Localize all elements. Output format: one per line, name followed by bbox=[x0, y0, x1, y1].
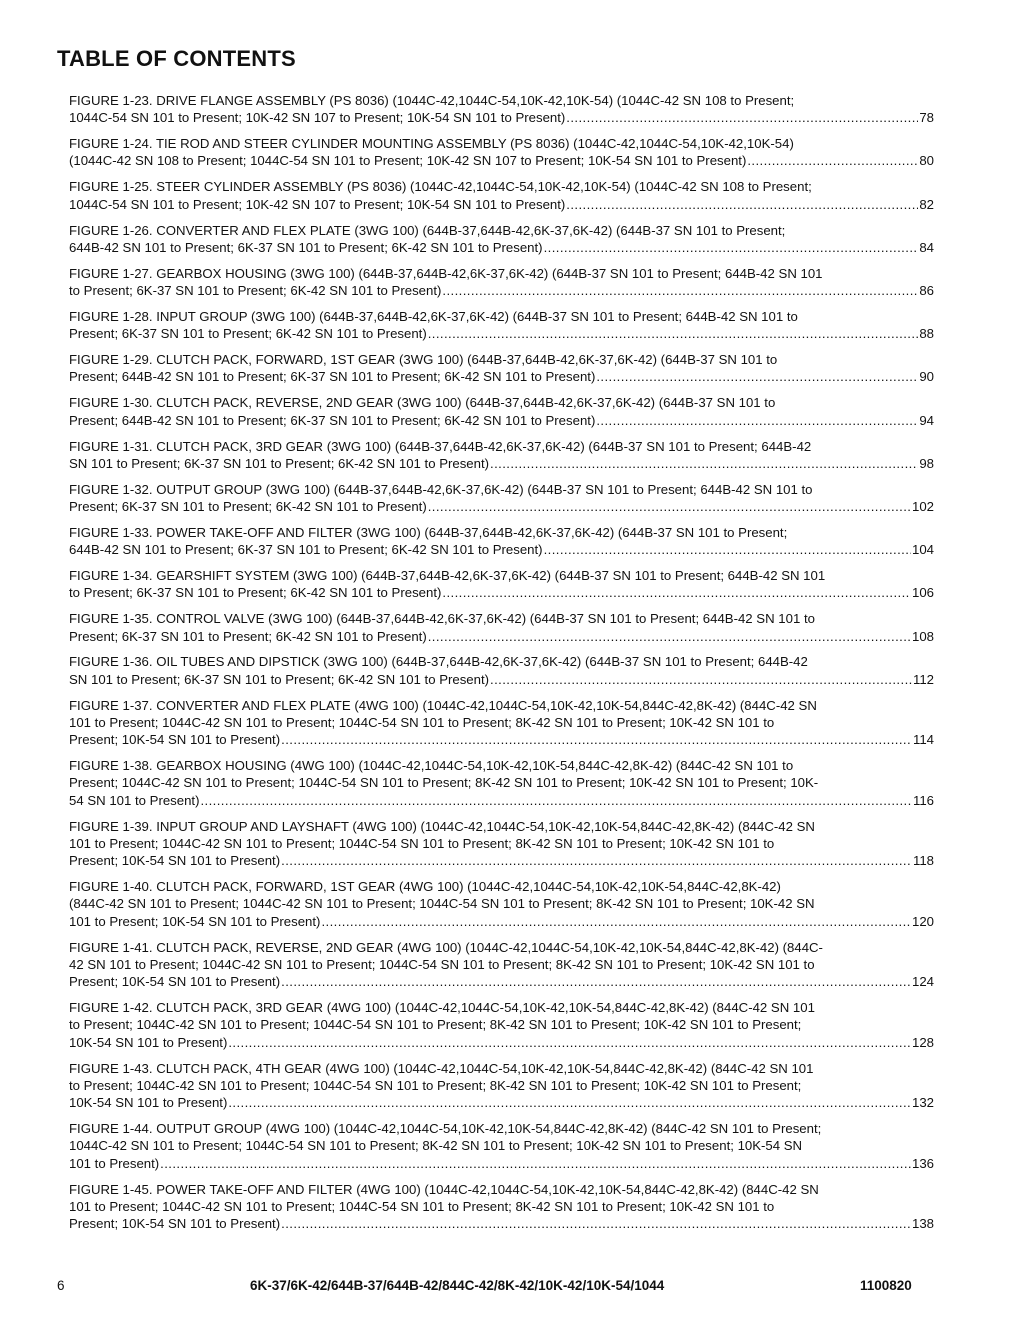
toc-entry-line: Present; 1044C-42 SN 101 to Present; 1044C-54 SN 101 to Present; 8K-42 SN 101 to Present; 10K-42 SN 101 to Present; 10K- bbox=[69, 775, 819, 791]
toc-entry-last-line bbox=[69, 584, 934, 601]
toc-entry-line: FIGURE 1-24. TIE ROD AND STEER CYLINDER MOUNTING ASSEMBLY (PS 8036) (1044C-42,1044C-54,10K-42,10K-54) bbox=[69, 136, 794, 152]
toc-entry-line: FIGURE 1-39. INPUT GROUP AND LAYSHAFT (4WG 100) (1044C-42,1044C-54,10K-42,10K-54,844C-42,8K-42) (844C-42 SN bbox=[69, 818, 815, 834]
toc-entry[interactable] bbox=[69, 222, 934, 257]
toc-entry-line: FIGURE 1-29. CLUTCH PACK, FORWARD, 1ST GEAR (3WG 100) (644B-37,644B-42,6K-37,6K-42) (644B-37 SN 101 to bbox=[69, 352, 778, 368]
toc-entry[interactable] bbox=[69, 610, 934, 645]
toc-entry-line: Present; 10K-54 SN 101 to Present) bbox=[69, 732, 281, 748]
toc-entry-line: 1044C-54 SN 101 to Present; 10K-42 SN 107 to Present; 10K-54 SN 101 to Present) bbox=[69, 110, 566, 126]
toc-entry-line: 101 to Present) bbox=[69, 1155, 160, 1171]
toc-entry-line: FIGURE 1-25. STEER CYLINDER ASSEMBLY (PS 8036) (1044C-42,1044C-54,10K-42,10K-54) (1044C-42 SN 108 to Present; bbox=[69, 179, 812, 195]
toc-entry-line: FIGURE 1-42. CLUTCH PACK, 3RD GEAR (4WG 100) (1044C-42,1044C-54,10K-42,10K-54,844C-42,8K-42) (844C-42 SN 101 bbox=[69, 1000, 815, 1016]
toc-entry-last-line bbox=[69, 1034, 934, 1051]
toc-entry-line: to Present; 1044C-42 SN 101 to Present; 1044C-54 SN 101 to Present; 8K-42 SN 101 to Present; 10K-42 SN 101 to Present; bbox=[69, 1017, 802, 1033]
dot-leader bbox=[428, 325, 919, 342]
dot-leader bbox=[596, 412, 918, 429]
toc-entry-line: 101 to Present; 10K-54 SN 101 to Present) bbox=[69, 913, 321, 929]
toc-entry-last-line bbox=[69, 109, 934, 126]
toc-entry[interactable] bbox=[69, 999, 934, 1051]
toc-entry-line: FIGURE 1-34. GEARSHIFT SYSTEM (3WG 100) (644B-37,644B-42,6K-37,6K-42) (644B-37 SN 101 to Present; 644B-42 SN 101 bbox=[69, 568, 826, 584]
dot-leader bbox=[281, 731, 912, 748]
toc-entry[interactable] bbox=[69, 351, 934, 386]
footer-doc-number: 1100820 bbox=[860, 1278, 912, 1293]
toc-entry-line: FIGURE 1-35. CONTROL VALVE (3WG 100) (644B-37,644B-42,6K-37,6K-42) (644B-37 SN 101 to Present; 644B-42 SN 101 to bbox=[69, 611, 815, 627]
toc-entry-line: FIGURE 1-28. INPUT GROUP (3WG 100) (644B-37,644B-42,6K-37,6K-42) (644B-37 SN 101 to Present; 644B-42 SN 101 to bbox=[69, 308, 798, 324]
dot-leader bbox=[596, 368, 918, 385]
toc-list bbox=[69, 92, 934, 1241]
toc-page-number[interactable]: 84 bbox=[919, 239, 934, 255]
toc-page-number[interactable]: 112 bbox=[912, 671, 934, 687]
toc-entry-line: Present; 10K-54 SN 101 to Present) bbox=[69, 974, 281, 990]
toc-page-number[interactable]: 86 bbox=[919, 283, 934, 299]
dot-leader bbox=[566, 196, 918, 213]
toc-entry[interactable] bbox=[69, 394, 934, 429]
toc-entry-line: FIGURE 1-26. CONVERTER AND FLEX PLATE (3WG 100) (644B-37,644B-42,6K-37,6K-42) (644B-37 SN 101 to Present; bbox=[69, 222, 786, 238]
toc-entry-line: FIGURE 1-27. GEARBOX HOUSING (3WG 100) (644B-37,644B-42,6K-37,6K-42) (644B-37 SN 101 to Present; 644B-42 SN 101 bbox=[69, 265, 823, 281]
toc-page-number[interactable]: 116 bbox=[912, 792, 934, 808]
toc-entry-line: 54 SN 101 to Present) bbox=[69, 792, 200, 808]
toc-entry-line: Present; 10K-54 SN 101 to Present) bbox=[69, 853, 281, 869]
dot-leader bbox=[747, 152, 918, 169]
toc-page-number[interactable]: 98 bbox=[919, 455, 934, 471]
toc-page-number[interactable]: 82 bbox=[919, 196, 934, 212]
toc-entry-line: to Present; 1044C-42 SN 101 to Present; 1044C-54 SN 101 to Present; 8K-42 SN 101 to Present; 10K-42 SN 101 to Present; bbox=[69, 1077, 802, 1093]
toc-entry-last-line bbox=[69, 913, 934, 930]
toc-entry-last-line bbox=[69, 368, 934, 385]
toc-page-number[interactable]: 114 bbox=[912, 732, 934, 748]
toc-entry[interactable] bbox=[69, 653, 934, 688]
toc-page-number[interactable]: 78 bbox=[919, 110, 934, 126]
dot-leader bbox=[544, 541, 911, 558]
toc-entry[interactable] bbox=[69, 308, 934, 343]
dot-leader bbox=[281, 973, 911, 990]
toc-entry-line: FIGURE 1-30. CLUTCH PACK, REVERSE, 2ND GEAR (3WG 100) (644B-37,644B-42,6K-37,6K-42) (644B-37 SN 101 to bbox=[69, 395, 776, 411]
toc-entry-line: 644B-42 SN 101 to Present; 6K-37 SN 101 to Present; 6K-42 SN 101 to Present) bbox=[69, 239, 543, 255]
dot-leader bbox=[160, 1155, 911, 1172]
toc-entry[interactable] bbox=[69, 878, 934, 930]
toc-page-number[interactable]: 88 bbox=[919, 326, 934, 342]
toc-page-number[interactable]: 102 bbox=[911, 498, 934, 514]
dot-leader bbox=[544, 239, 919, 256]
dot-leader bbox=[281, 852, 912, 869]
dot-leader bbox=[228, 1034, 911, 1051]
toc-entry[interactable] bbox=[69, 92, 934, 127]
dot-leader bbox=[566, 109, 918, 126]
toc-entry-line: Present; 644B-42 SN 101 to Present; 6K-37 SN 101 to Present; 6K-42 SN 101 to Present) bbox=[69, 369, 596, 385]
toc-page-number[interactable]: 132 bbox=[911, 1095, 934, 1111]
dot-leader bbox=[428, 498, 911, 515]
toc-page-number[interactable]: 80 bbox=[919, 153, 934, 169]
toc-entry-last-line bbox=[69, 152, 934, 169]
toc-entry-line: SN 101 to Present; 6K-37 SN 101 to Present; 6K-42 SN 101 to Present) bbox=[69, 671, 490, 687]
toc-entry[interactable] bbox=[69, 438, 934, 473]
toc-entry-line: Present; 10K-54 SN 101 to Present) bbox=[69, 1216, 281, 1232]
dot-leader bbox=[321, 913, 911, 930]
toc-entry-line: FIGURE 1-32. OUTPUT GROUP (3WG 100) (644B-37,644B-42,6K-37,6K-42) (644B-37 SN 101 to Present; 644B-42 SN 101 to bbox=[69, 481, 813, 497]
toc-entry-line: Present; 6K-37 SN 101 to Present; 6K-42 SN 101 to Present) bbox=[69, 498, 427, 514]
toc-entry-line: 101 to Present; 1044C-42 SN 101 to Present; 1044C-54 SN 101 to Present; 8K-42 SN 101 to Present; 10K-42 SN 101 to bbox=[69, 1198, 775, 1214]
toc-entry-line: Present; 6K-37 SN 101 to Present; 6K-42 SN 101 to Present) bbox=[69, 326, 427, 342]
toc-entry-last-line bbox=[69, 1215, 934, 1232]
toc-entry[interactable] bbox=[69, 757, 934, 809]
toc-entry-line: 101 to Present; 1044C-42 SN 101 to Present; 1044C-54 SN 101 to Present; 8K-42 SN 101 to Present; 10K-42 SN 101 to bbox=[69, 835, 775, 851]
toc-page-number[interactable]: 94 bbox=[919, 412, 934, 428]
toc-entry-line: (1044C-42 SN 108 to Present; 1044C-54 SN 101 to Present; 10K-42 SN 107 to Present; 10K-54 SN 101 to Present) bbox=[69, 153, 747, 169]
toc-entry-line: FIGURE 1-44. OUTPUT GROUP (4WG 100) (1044C-42,1044C-54,10K-42,10K-54,844C-42,8K-42) (844C-42 SN 101 to Present; bbox=[69, 1121, 822, 1137]
toc-entry[interactable] bbox=[69, 135, 934, 170]
toc-entry-last-line bbox=[69, 541, 934, 558]
toc-page-number[interactable]: 118 bbox=[912, 853, 934, 869]
toc-entry-line: 101 to Present; 1044C-42 SN 101 to Present; 1044C-54 SN 101 to Present; 8K-42 SN 101 to Present; 10K-42 SN 101 to bbox=[69, 714, 775, 730]
toc-entry-last-line bbox=[69, 412, 934, 429]
toc-entry-line: (844C-42 SN 101 to Present; 1044C-42 SN 101 to Present; 1044C-54 SN 101 to Present; 8K-42 SN 101 to Present; 10K-42 SN bbox=[69, 896, 815, 912]
toc-entry-line: FIGURE 1-43. CLUTCH PACK, 4TH GEAR (4WG 100) (1044C-42,1044C-54,10K-42,10K-54,844C-42,8K-42) (844C-42 SN 101 bbox=[69, 1060, 814, 1076]
toc-page-number[interactable]: 104 bbox=[911, 542, 934, 558]
toc-entry-last-line bbox=[69, 498, 934, 515]
toc-entry-last-line bbox=[69, 731, 934, 748]
toc-entry-line: FIGURE 1-36. OIL TUBES AND DIPSTICK (3WG 100) (644B-37,644B-42,6K-37,6K-42) (644B-37 SN 101 to Present; 644B-42 bbox=[69, 654, 808, 670]
toc-entry-last-line bbox=[69, 239, 934, 256]
toc-entry-line: FIGURE 1-31. CLUTCH PACK, 3RD GEAR (3WG 100) (644B-37,644B-42,6K-37,6K-42) (644B-37 SN 101 to Present; 644B-42 bbox=[69, 438, 812, 454]
page-title: TABLE OF CONTENTS bbox=[57, 46, 296, 71]
toc-entry-line: SN 101 to Present; 6K-37 SN 101 to Present; 6K-42 SN 101 to Present) bbox=[69, 455, 490, 471]
toc-entry[interactable] bbox=[69, 481, 934, 516]
toc-page-number[interactable]: 138 bbox=[911, 1216, 934, 1232]
toc-entry-last-line bbox=[69, 325, 934, 342]
toc-page-number[interactable]: 90 bbox=[919, 369, 934, 385]
toc-entry-line: to Present; 6K-37 SN 101 to Present; 6K-42 SN 101 to Present) bbox=[69, 585, 442, 601]
dot-leader bbox=[442, 282, 918, 299]
dot-leader bbox=[490, 455, 918, 472]
toc-entry-last-line bbox=[69, 196, 934, 213]
toc-entry-last-line bbox=[69, 792, 934, 809]
dot-leader bbox=[281, 1215, 911, 1232]
toc-entry-last-line bbox=[69, 1094, 934, 1111]
toc-page-number[interactable]: 136 bbox=[911, 1155, 934, 1171]
toc-entry-last-line bbox=[69, 628, 934, 645]
dot-leader bbox=[428, 628, 911, 645]
toc-page-number[interactable]: 124 bbox=[911, 974, 934, 990]
toc-entry-line: to Present; 6K-37 SN 101 to Present; 6K-42 SN 101 to Present) bbox=[69, 283, 442, 299]
toc-page-number[interactable]: 108 bbox=[911, 628, 934, 644]
toc-entry-line: 42 SN 101 to Present; 1044C-42 SN 101 to Present; 1044C-54 SN 101 to Present; 8K-42 SN 101 to Present; 10K-42 SN 101 to bbox=[69, 956, 815, 972]
toc-entry[interactable] bbox=[69, 1120, 934, 1172]
toc-entry[interactable] bbox=[69, 697, 934, 749]
toc-entry-line: 1044C-42 SN 101 to Present; 1044C-54 SN 101 to Present; 8K-42 SN 101 to Present; 10K-42 SN 101 to Present; 10K-54 SN bbox=[69, 1138, 803, 1154]
toc-entry-line: FIGURE 1-45. POWER TAKE-OFF AND FILTER (4WG 100) (1044C-42,1044C-54,10K-42,10K-54,844C-42,8K-42) (844C-42 SN bbox=[69, 1181, 819, 1197]
toc-entry-last-line bbox=[69, 852, 934, 869]
toc-entry-line: FIGURE 1-40. CLUTCH PACK, FORWARD, 1ST GEAR (4WG 100) (1044C-42,1044C-54,10K-42,10K-54,844C-42,8K-42) bbox=[69, 879, 781, 895]
toc-entry-line: 1044C-54 SN 101 to Present; 10K-42 SN 107 to Present; 10K-54 SN 101 to Present) bbox=[69, 196, 566, 212]
toc-page-number[interactable]: 106 bbox=[911, 585, 934, 601]
toc-entry-last-line bbox=[69, 282, 934, 299]
toc-entry[interactable] bbox=[69, 818, 934, 870]
toc-entry-line: Present; 6K-37 SN 101 to Present; 6K-42 SN 101 to Present) bbox=[69, 628, 427, 644]
toc-entry[interactable] bbox=[69, 265, 934, 300]
toc-entry-line: FIGURE 1-23. DRIVE FLANGE ASSEMBLY (PS 8036) (1044C-42,1044C-54,10K-42,10K-54) (1044C-42 SN 108 to Present; bbox=[69, 93, 795, 108]
toc-entry[interactable] bbox=[69, 1181, 934, 1233]
toc-entry-line: 644B-42 SN 101 to Present; 6K-37 SN 101 to Present; 6K-42 SN 101 to Present) bbox=[69, 542, 543, 558]
toc-entry-line: FIGURE 1-38. GEARBOX HOUSING (4WG 100) (1044C-42,1044C-54,10K-42,10K-54,844C-42,8K-42) (844C-42 SN 101 to bbox=[69, 758, 794, 774]
toc-entry-last-line bbox=[69, 973, 934, 990]
toc-entry-line: Present; 644B-42 SN 101 to Present; 6K-37 SN 101 to Present; 6K-42 SN 101 to Present) bbox=[69, 412, 596, 428]
footer-page-number: 6 bbox=[57, 1278, 65, 1293]
toc-entry-line: FIGURE 1-37. CONVERTER AND FLEX PLATE (4WG 100) (1044C-42,1044C-54,10K-42,10K-54,844C-42,8K-42) (844C-42 SN bbox=[69, 697, 817, 713]
dot-leader bbox=[200, 792, 911, 809]
toc-page-number[interactable]: 128 bbox=[911, 1034, 934, 1050]
toc-entry[interactable] bbox=[69, 939, 934, 991]
dot-leader bbox=[228, 1094, 911, 1111]
toc-entry-line: 10K-54 SN 101 to Present) bbox=[69, 1095, 228, 1111]
toc-entry[interactable] bbox=[69, 1060, 934, 1112]
toc-entry-line: FIGURE 1-33. POWER TAKE-OFF AND FILTER (3WG 100) (644B-37,644B-42,6K-37,6K-42) (644B-37 SN 101 to Present; bbox=[69, 524, 788, 540]
toc-entry[interactable] bbox=[69, 567, 934, 602]
toc-entry[interactable] bbox=[69, 178, 934, 213]
footer-models: 6K-37/6K-42/644B-37/644B-42/844C-42/8K-42/10K-42/10K-54/1044 bbox=[250, 1278, 665, 1293]
toc-entry-last-line bbox=[69, 455, 934, 472]
toc-page-number[interactable]: 120 bbox=[911, 913, 934, 929]
toc-entry-line: FIGURE 1-41. CLUTCH PACK, REVERSE, 2ND GEAR (4WG 100) (1044C-42,1044C-54,10K-42,10K-54,844C-42,8K-42) (844C- bbox=[69, 939, 823, 955]
toc-entry[interactable] bbox=[69, 524, 934, 559]
toc-entry-last-line bbox=[69, 1155, 934, 1172]
dot-leader bbox=[490, 671, 912, 688]
dot-leader bbox=[442, 584, 911, 601]
toc-entry-line: 10K-54 SN 101 to Present) bbox=[69, 1034, 228, 1050]
toc-entry-last-line bbox=[69, 671, 934, 688]
